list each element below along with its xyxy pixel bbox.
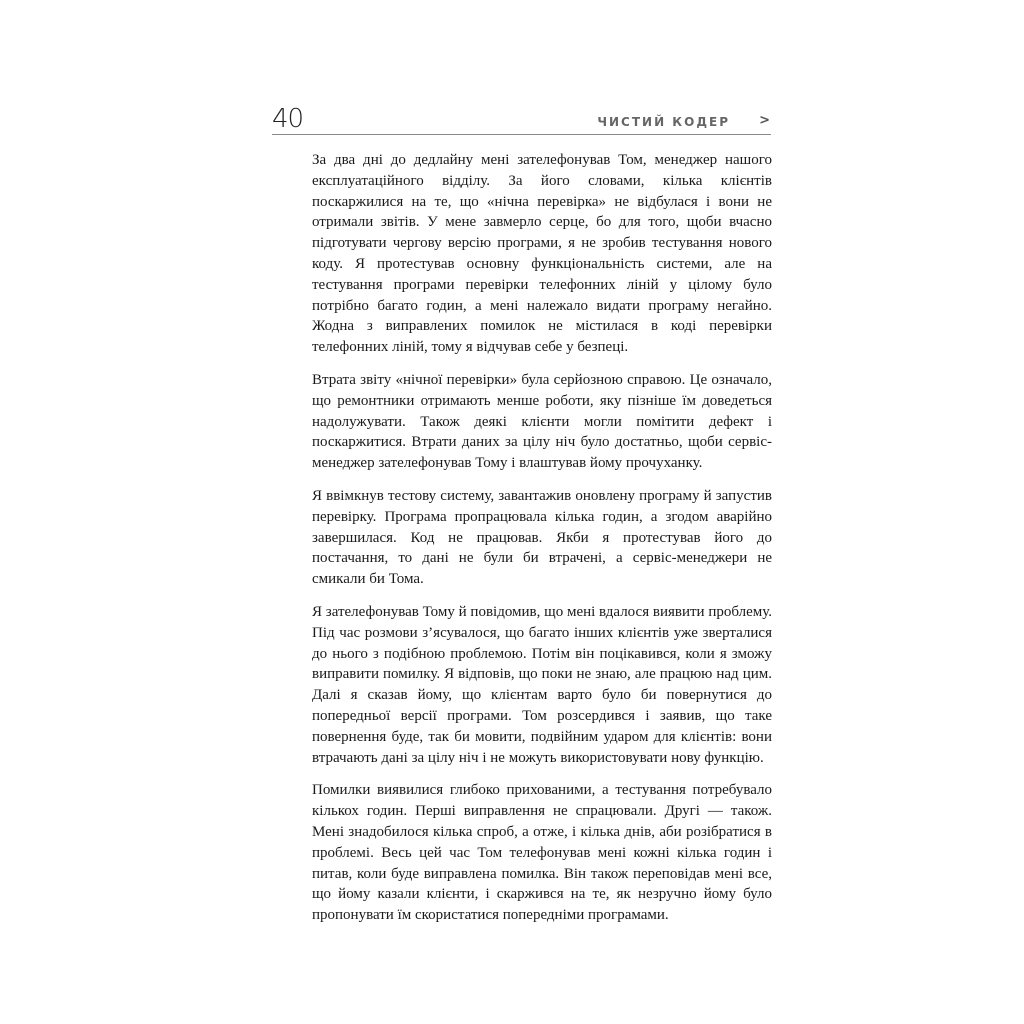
- page-header: [272, 104, 772, 136]
- paragraph-2: Втрата звіту «нічної перевірки» була серйозною справою. Це означало, що ремонтники отримають менше роботи, яку пізніше їм доведеться надолужувати. Також деякі клієнти могли помітити дефект і поскаржитися. Втрати даних за цілу ніч було достатньо, щоби сервіс-менеджер зателефонував Тому і влаштував йому прочуханку.: [312, 371, 772, 472]
- paragraph-1: За два дні до дедлайну мені зателефонував Том, менеджер нашого експлуатаційного відділу. За його словами, кілька клієнтів поскаржилися на те, що «нічна перевірка» не відбулася і вони не отримали звітів. У мене завмерло серце, бо для того, щоби вчасно підготувати чергову версію програми, я не зробив тестування нового коду. Я протестував основну функціональність системи, але на тестування програми перевірки телефонних ліній у цілому було потрібно багато годин, а мені належало видати програму негайно. Жодна з виправлених помилок не містилася в коді перевірки телефонних ліній, тому я відчував себе у безпеці.: [312, 152, 772, 356]
- paragraph-3: Я ввімкнув тестову систему, завантажив оновлену програму й запустив перевірку. Програма пропрацювала кілька годин, а згодом аварійно завершилася. Код не працював. Якби я протестував його до постачання, то дані не були би втрачені, а сервіс-менеджери не смикали би Тома.: [312, 487, 772, 588]
- running-title: ЧИСТИЙ КОДЕР: [597, 115, 730, 129]
- page-number: 40: [272, 104, 304, 134]
- paragraph-5: Помилки виявилися глибоко прихованими, а тестування потребувало кількох годин. Перші виправлення не спрацювали. Другі — також. Мені знадобилося кілька спроб, а отже, і кілька днів, аби розібратися в проблемі. Весь цей час Том телефонував мені кожні кілька годин і питав, коли буде виправлена помилка. Він також переповідав мені все, що йому казали клієнти, і скаржився на те, як незручно йому було пропонувати їм скористатися попередніми програмами.: [312, 782, 772, 924]
- header-divider: [272, 134, 771, 135]
- body-text: [312, 150, 772, 938]
- chevron-right-icon: >: [759, 113, 770, 128]
- paragraph-4: Я зателефонував Тому й повідомив, що мені вдалося виявити проблему. Під час розмови з’ясувалося, що багато інших клієнтів уже зверталися до нього з подібною проблемою. Потім він поцікавився, коли я зможу виправити помилку. Я відповів, що поки не знаю, але працюю над цим. Далі я сказав йому, що клієнтам варто було би повернутися до попередньої версії програми. Том розсердився і заявив, що таке повернення буде, так би мовити, подвійним ударом для клієнтів: вони втрачають дані за цілу ніч і не можуть використовувати нову функцію.: [312, 603, 772, 766]
